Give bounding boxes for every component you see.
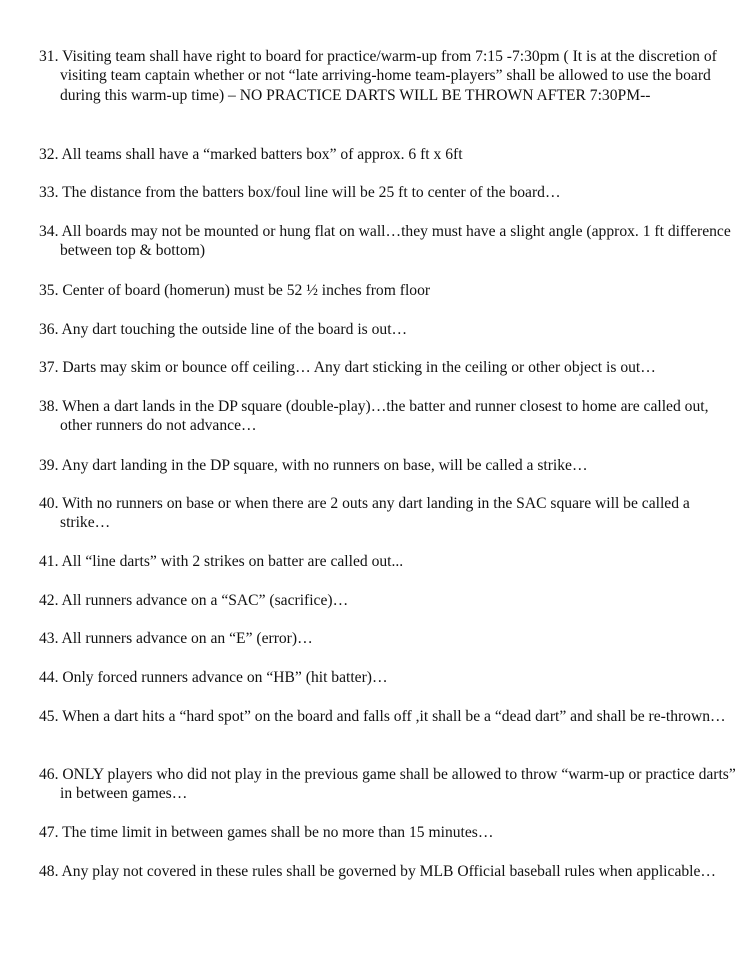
rule-33 <box>39 183 736 202</box>
rule-number: 42. <box>39 592 59 609</box>
rule-text: ONLY players who did not play in the previous game shall be allowed to throw “warm-up or practice darts” in between games… <box>60 766 736 803</box>
rule-number: 41. <box>39 553 59 570</box>
rule-number: 45. <box>39 708 59 725</box>
rule-number: 37. <box>39 359 59 376</box>
rule-42 <box>39 591 736 610</box>
rule-36 <box>39 320 736 339</box>
rule-38 <box>39 397 736 436</box>
rule-35 <box>39 281 736 300</box>
rule-number: 32. <box>39 146 59 163</box>
rule-text: Any dart landing in the DP square, with no runners on base, will be called a strike… <box>61 457 588 474</box>
rule-text: Center of board (homerun) must be 52 ½ inches from floor <box>62 282 431 299</box>
rule-text: When a dart lands in the DP square (double-play)…the batter and runner closest to home are called out, other runners do not advance… <box>60 398 709 435</box>
rule-number: 33. <box>39 184 59 201</box>
rule-46 <box>39 765 736 804</box>
rule-47 <box>39 823 736 842</box>
rule-text: Darts may skim or bounce off ceiling… Any dart sticking in the ceiling or other object is out… <box>62 359 656 376</box>
rule-44 <box>39 668 736 687</box>
rule-text: All runners advance on a “SAC” (sacrifice)… <box>61 592 349 609</box>
rule-45 <box>39 707 736 726</box>
rule-text: All teams shall have a “marked batters box” of approx. 6 ft x 6ft <box>61 146 463 163</box>
rule-number: 47. <box>39 824 59 841</box>
rule-number: 38. <box>39 398 59 415</box>
rule-text: All “line darts” with 2 strikes on batter are called out... <box>61 553 404 570</box>
rule-text: With no runners on base or when there are 2 outs any dart landing in the SAC square will be called a strike… <box>60 495 690 532</box>
rule-text: The distance from the batters box/foul line will be 25 ft to center of the board… <box>62 184 561 201</box>
rule-number: 34. <box>39 223 59 240</box>
rule-number: 48. <box>39 863 59 880</box>
rule-text: The time limit in between games shall be no more than 15 minutes… <box>62 824 494 841</box>
rule-number: 31. <box>39 48 59 65</box>
rule-40 <box>39 494 736 533</box>
rule-39 <box>39 456 736 475</box>
rule-number: 39. <box>39 457 59 474</box>
rule-number: 35. <box>39 282 59 299</box>
rule-text: All runners advance on an “E” (error)… <box>61 630 313 647</box>
rule-41 <box>39 552 736 571</box>
rule-text: Any dart touching the outside line of the board is out… <box>61 321 408 338</box>
rule-34 <box>39 222 736 261</box>
rule-number: 46. <box>39 766 59 783</box>
rule-number: 36. <box>39 321 59 338</box>
rule-text: When a dart hits a “hard spot” on the board and falls off ,it shall be a “dead dart” and shall be re-thrown… <box>62 708 726 725</box>
rule-37 <box>39 358 736 377</box>
rule-text: All boards may not be mounted or hung flat on wall…they must have a slight angle (approx. 1 ft difference between top & bottom) <box>60 223 731 260</box>
rule-48 <box>39 862 736 881</box>
rule-number: 44. <box>39 669 59 686</box>
rule-text: Only forced runners advance on “HB” (hit batter)… <box>62 669 388 686</box>
rule-text: Visiting team shall have right to board for practice/warm-up from 7:15 -7:30pm ( It is at the discretion of visiting team captain whether or not “late arriving-home team-players” shall be allowed to use the board during this warm-up time) – NO PRACTICE DARTS WILL BE THROWN AFTER 7:30PM-- <box>60 48 717 104</box>
rule-text: Any play not covered in these rules shall be governed by MLB Official baseball rules when applicable… <box>61 863 717 880</box>
rule-43 <box>39 629 736 648</box>
rule-31 <box>39 47 736 105</box>
rule-number: 43. <box>39 630 59 647</box>
rule-number: 40. <box>39 495 59 512</box>
rule-32 <box>39 145 736 164</box>
